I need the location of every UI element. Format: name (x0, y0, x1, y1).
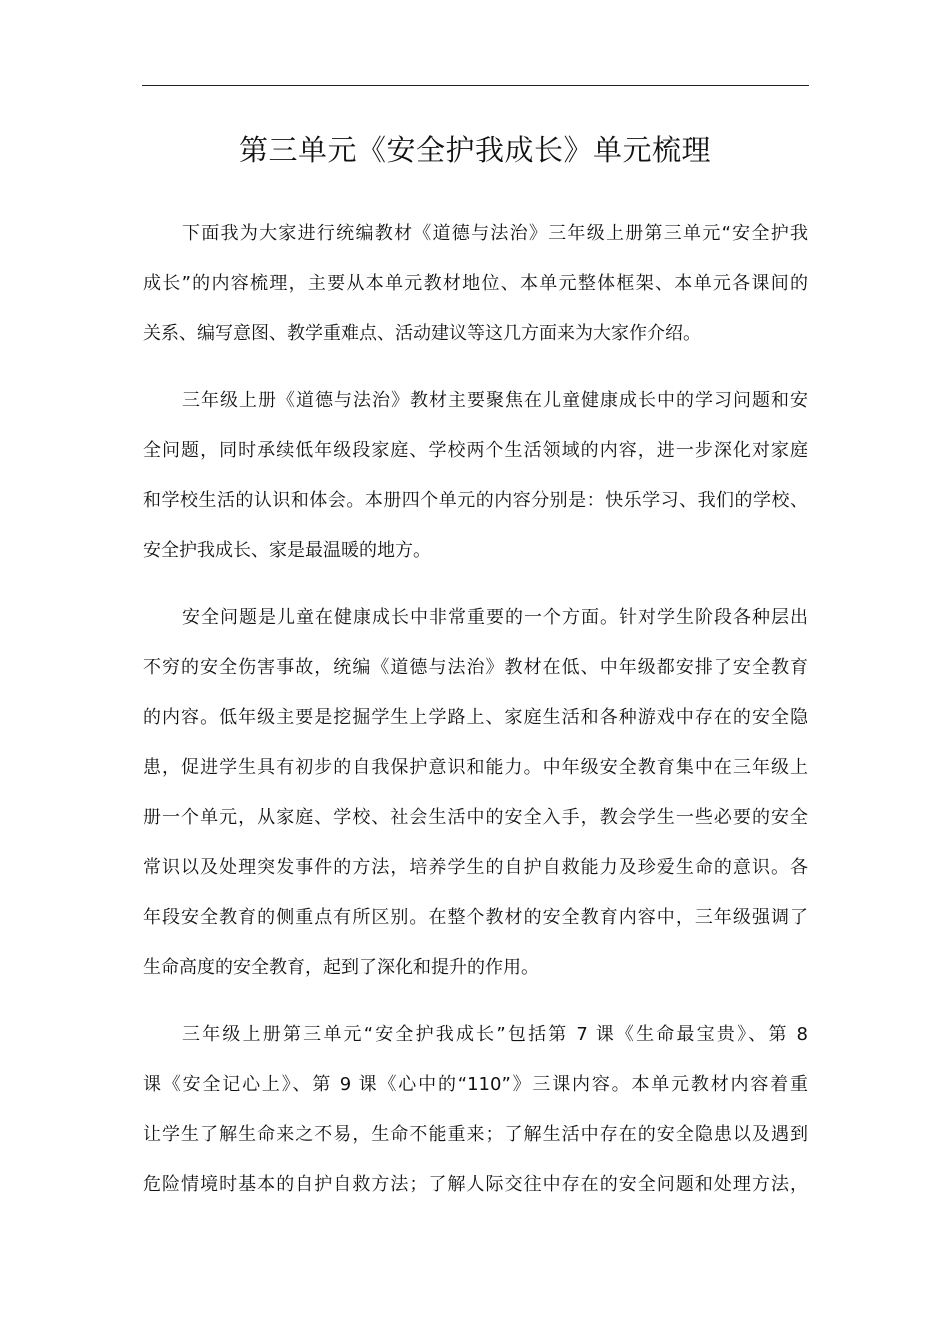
text-line: 三年级上册第三单元“安全护我成长”包括第 7 课《生命最宝贵》、第 8 (182, 1024, 808, 1045)
text-line: 下面我为大家进行统编教材《道德与法治》三年级上册第三单元“安全护我 (182, 223, 808, 244)
text-line: 生命高度的安全教育，起到了深化和提升的作用。 (143, 957, 539, 978)
text-line: 患，促进学生具有初步的自我保护意识和能力。中年级安全教育集中在三年级上 (143, 757, 808, 778)
text-line: 册一个单元，从家庭、学校、社会生活中的安全入手，教会学生一些必要的安全 (143, 807, 808, 828)
text-line: 的内容。低年级主要是挖掘学生上学路上、家庭生活和各种游戏中存在的安全隐 (143, 707, 808, 728)
text-line: 三年级上册《道德与法治》教材主要聚焦在儿童健康成长中的学习问题和安 (182, 390, 808, 411)
paragraph-textbook-focus (143, 380, 808, 580)
paragraph-unit-contents (143, 1014, 808, 1214)
text-line: 安全护我成长、家是最温暖的地方。 (143, 540, 431, 561)
header-rule (142, 85, 809, 86)
text-line: 全问题，同时承续低年级段家庭、学校两个生活领域的内容，进一步深化对家庭 (143, 440, 808, 461)
text-line: 危险情境时基本的自护自救方法；了解人际交往中存在的安全问题和处理方法， (143, 1174, 808, 1195)
document-title: 第三单元《安全护我成长》单元梳理 (238, 133, 711, 167)
text-line: 让学生了解生命来之不易，生命不能重来；了解生活中存在的安全隐患以及遇到 (143, 1124, 808, 1145)
text-line: 和学校生活的认识和体会。本册四个单元的内容分别是：快乐学习、我们的学校、 (143, 490, 808, 511)
document-body (143, 213, 808, 1231)
text-line: 课《安全记心上》、第 9 课《心中的“110”》三课内容。本单元教材内容着重 (143, 1074, 808, 1095)
text-line: 常识以及处理突发事件的方法，培养学生的自护自救能力及珍爱生命的意识。各 (143, 857, 808, 878)
text-line: 关系、编写意图、教学重难点、活动建议等这几方面来为大家作介绍。 (143, 323, 701, 344)
text-line: 安全问题是儿童在健康成长中非常重要的一个方面。针对学生阶段各种层出 (182, 607, 808, 628)
text-line: 不穷的安全伤害事故，统编《道德与法治》教材在低、中年级都安排了安全教育 (143, 657, 808, 678)
paragraph-intro (143, 213, 808, 363)
text-line: 成长”的内容梳理，主要从本单元教材地位、本单元整体框架、本单元各课间的 (143, 273, 808, 294)
text-line: 年段安全教育的侧重点有所区别。在整个教材的安全教育内容中，三年级强调了 (143, 907, 808, 928)
paragraph-safety-issues (143, 597, 808, 997)
